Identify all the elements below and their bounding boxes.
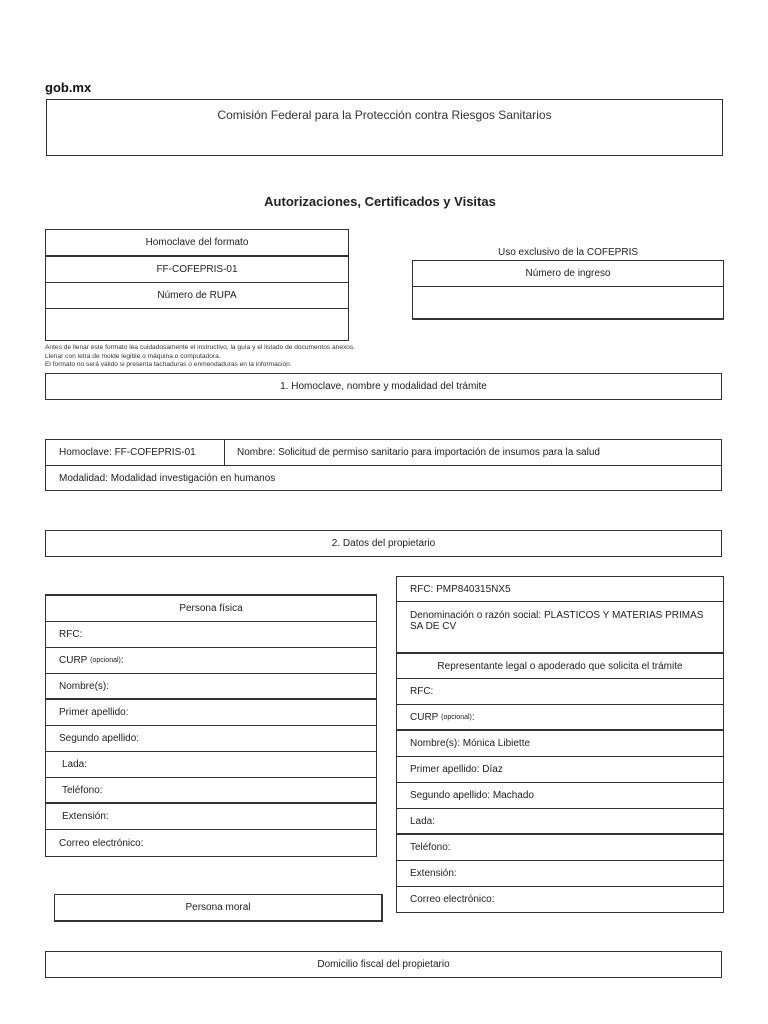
pm-rfc-field[interactable]: RFC: PMP840315NX5 <box>397 577 723 602</box>
instruction-line: Llenar con letra de molde legible o máquina o computadora. <box>45 352 221 360</box>
pf-rfc-field[interactable]: RFC: <box>46 622 376 648</box>
rep-curp-colon: : <box>471 711 475 723</box>
ingreso-label: Número de ingreso <box>413 261 723 287</box>
tramite-modalidad: Modalidad: Modalidad investigación en humanos <box>59 473 276 484</box>
rep-correo-field[interactable]: Correo electrónico: <box>410 894 495 905</box>
pf-extension-field[interactable]: Extensión: <box>46 804 376 830</box>
homoclave-format-label: Homoclave del formato <box>46 230 348 257</box>
tramite-nombre: Nombre: Solicitud de permiso sanitario para importación de insumos para la salud <box>237 447 600 458</box>
rep-curp-label: CURP <box>410 711 439 723</box>
format-box <box>45 229 349 341</box>
persona-fisica-box <box>45 594 377 857</box>
pf-curp-label: CURP <box>59 655 88 666</box>
pf-telefono-field[interactable]: Teléfono: <box>46 778 376 804</box>
rep-curp-optional: (opcional) <box>441 713 472 721</box>
rep-curp-field[interactable] <box>397 705 723 731</box>
ingreso-value[interactable] <box>413 287 723 318</box>
representante-title: Representante legal o apoderado que solicita el trámite <box>397 654 723 679</box>
persona-moral-data-box <box>396 576 724 913</box>
exclusive-box <box>412 260 724 320</box>
rep-rfc-field[interactable]: RFC: <box>397 679 723 705</box>
gob-mx-logo: gob.mx <box>45 80 92 95</box>
homoclave-format-value[interactable]: FF-COFEPRIS-01 <box>46 257 348 283</box>
rupa-label: Número de RUPA <box>46 283 348 309</box>
section-2-header: 2. Datos del propietario <box>45 530 722 557</box>
instructions <box>45 344 355 370</box>
domicilio-fiscal-header: Domicilio fiscal del propietario <box>45 951 722 978</box>
rep-primer-apellido-field[interactable]: Primer apellido: Díaz <box>397 757 723 783</box>
pf-correo-field[interactable]: Correo electrónico: <box>59 837 144 849</box>
agency-name: Comisión Federal para la Protección contra Riesgos Sanitarios <box>217 108 552 122</box>
rep-segundo-apellido-field[interactable]: Segundo apellido: Machado <box>397 783 723 809</box>
pm-denominacion-field[interactable]: Denominación o razón social: PLASTICOS Y MATERIAS PRIMAS SA DE CV <box>397 602 723 654</box>
rep-lada-field[interactable]: Lada: <box>397 809 723 835</box>
instruction-line: El formato no será válido si presenta tachaduras o enmendaduras en la información. <box>45 361 292 368</box>
pf-nombres-field[interactable]: Nombre(s): <box>46 674 376 700</box>
rep-nombres-field[interactable]: Nombre(s): Mónica Libiette <box>397 731 723 757</box>
pf-primer-apellido-field[interactable]: Primer apellido: <box>46 700 376 726</box>
pf-segundo-apellido-field[interactable]: Segundo apellido: <box>46 726 376 752</box>
pf-curp-colon: : <box>120 655 124 666</box>
tramite-table <box>45 439 722 491</box>
pf-curp-field[interactable] <box>46 648 376 674</box>
pf-curp-optional: (opcional) <box>90 657 121 664</box>
tramite-homoclave: Homoclave: FF-COFEPRIS-01 <box>46 440 225 465</box>
rep-telefono-field[interactable]: Teléfono: <box>397 835 723 861</box>
page-title: Autorizaciones, Certificados y Visitas <box>264 194 496 209</box>
agency-box <box>46 99 723 156</box>
rep-extension-field[interactable]: Extensión: <box>397 861 723 887</box>
exclusive-label: Uso exclusivo de la COFEPRIS <box>497 247 639 258</box>
pf-lada-field[interactable]: Lada: <box>46 752 376 778</box>
persona-fisica-title: Persona física <box>46 596 376 622</box>
instruction-line: Antes de llenar este formato lea cuidadosamente el instructivo, la guía y el listado de documentos anexos. <box>45 344 356 351</box>
section-1-header: 1. Homoclave, nombre y modalidad del trámite <box>45 373 722 400</box>
persona-moral-box: Persona moral <box>54 894 383 922</box>
rupa-value[interactable] <box>46 309 348 340</box>
